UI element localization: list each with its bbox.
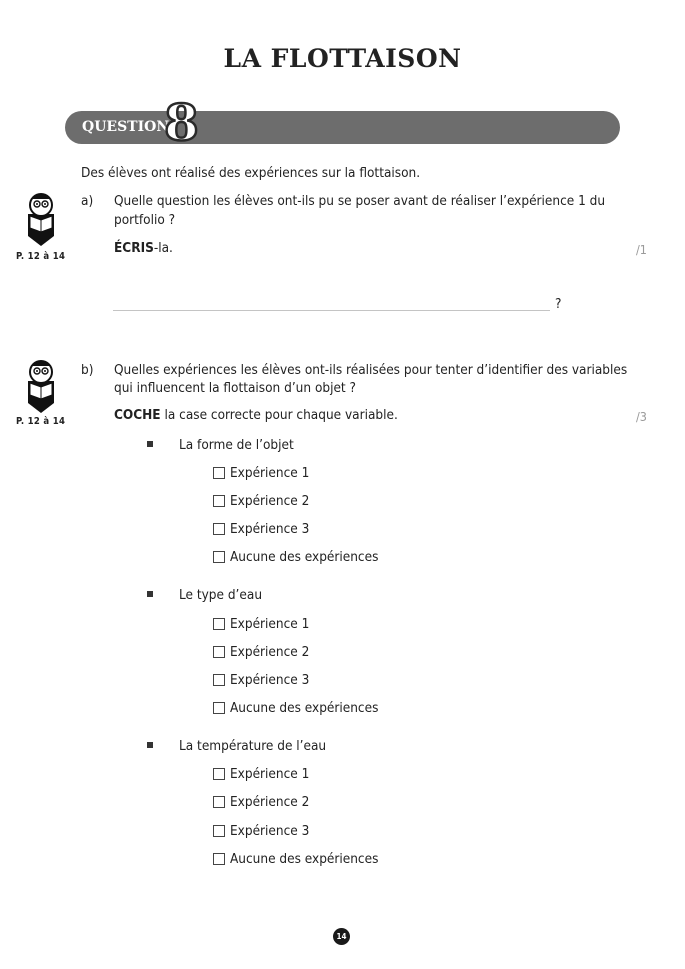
checkbox[interactable] bbox=[213, 768, 225, 780]
checkbox-label: Aucune des expériences bbox=[230, 851, 379, 867]
part-b-instruction bbox=[114, 407, 398, 423]
checkbox[interactable] bbox=[213, 551, 225, 563]
part-a-instruction-rest: -la. bbox=[153, 240, 173, 256]
bullet-icon bbox=[147, 441, 153, 447]
checkbox[interactable] bbox=[213, 523, 225, 535]
part-b-instruction-verb: COCHE bbox=[114, 407, 161, 423]
page-number: 14 bbox=[333, 928, 350, 945]
variable-label: La température de l’eau bbox=[179, 738, 327, 754]
part-a-answer-question-mark: ? bbox=[555, 296, 562, 312]
part-a-letter: a) bbox=[81, 193, 94, 209]
reading-mascot-icon bbox=[24, 357, 58, 415]
checkbox-label: Expérience 2 bbox=[230, 794, 310, 810]
part-a-instruction-verb: ÉCRIS bbox=[114, 240, 154, 256]
checkbox-label: Expérience 2 bbox=[230, 644, 310, 660]
checkbox[interactable] bbox=[213, 825, 225, 837]
checkbox[interactable] bbox=[213, 702, 225, 714]
checkbox-label: Aucune des expériences bbox=[230, 549, 379, 565]
checkbox-label: Expérience 3 bbox=[230, 823, 310, 839]
checkbox-label: Expérience 3 bbox=[230, 672, 310, 688]
question-number: 8 bbox=[164, 93, 199, 152]
checkbox-label: Expérience 1 bbox=[230, 616, 310, 632]
part-b-letter: b) bbox=[81, 362, 94, 378]
part-b-question-line1: Quelles expériences les élèves ont-ils réalisées pour tenter d’identifier des variables bbox=[114, 362, 628, 378]
checkbox[interactable] bbox=[213, 467, 225, 479]
part-b-score: /3 bbox=[636, 409, 647, 424]
checkbox-label: Expérience 2 bbox=[230, 493, 310, 509]
checkbox[interactable] bbox=[213, 495, 225, 507]
checkbox[interactable] bbox=[213, 646, 225, 658]
variable-label: La forme de l’objet bbox=[179, 437, 294, 453]
checkbox-label: Aucune des expériences bbox=[230, 700, 379, 716]
part-a-instruction bbox=[114, 240, 173, 256]
part-b-question-line2: qui influencent la flottaison d’un objet ? bbox=[114, 380, 356, 396]
intro-text: Des élèves ont réalisé des expériences sur la flottaison. bbox=[81, 165, 421, 181]
page-title: LA FLOTTAISON bbox=[223, 44, 462, 73]
part-a-answer-line[interactable] bbox=[113, 310, 550, 311]
checkbox-label: Expérience 3 bbox=[230, 521, 310, 537]
checkbox[interactable] bbox=[213, 796, 225, 808]
checkbox-label: Expérience 1 bbox=[230, 465, 310, 481]
bullet-icon bbox=[147, 742, 153, 748]
bullet-icon bbox=[147, 591, 153, 597]
part-a-question-line2: portfolio ? bbox=[114, 212, 176, 228]
part-a-question-line1: Quelle question les élèves ont-ils pu se poser avant de réaliser l’expérience 1 du bbox=[114, 193, 606, 209]
checkbox[interactable] bbox=[213, 674, 225, 686]
reading-mascot-icon bbox=[24, 190, 58, 248]
checkbox[interactable] bbox=[213, 853, 225, 865]
part-b-instruction-rest: la case correcte pour chaque variable. bbox=[160, 407, 398, 423]
portfolio-page-reference: P. 12 à 14 bbox=[16, 251, 66, 262]
portfolio-page-reference: P. 12 à 14 bbox=[16, 416, 66, 427]
question-label: QUESTION bbox=[82, 119, 170, 135]
variable-label: Le type d’eau bbox=[179, 587, 263, 603]
checkbox[interactable] bbox=[213, 618, 225, 630]
checkbox-label: Expérience 1 bbox=[230, 766, 310, 782]
part-a-score: /1 bbox=[636, 242, 647, 257]
